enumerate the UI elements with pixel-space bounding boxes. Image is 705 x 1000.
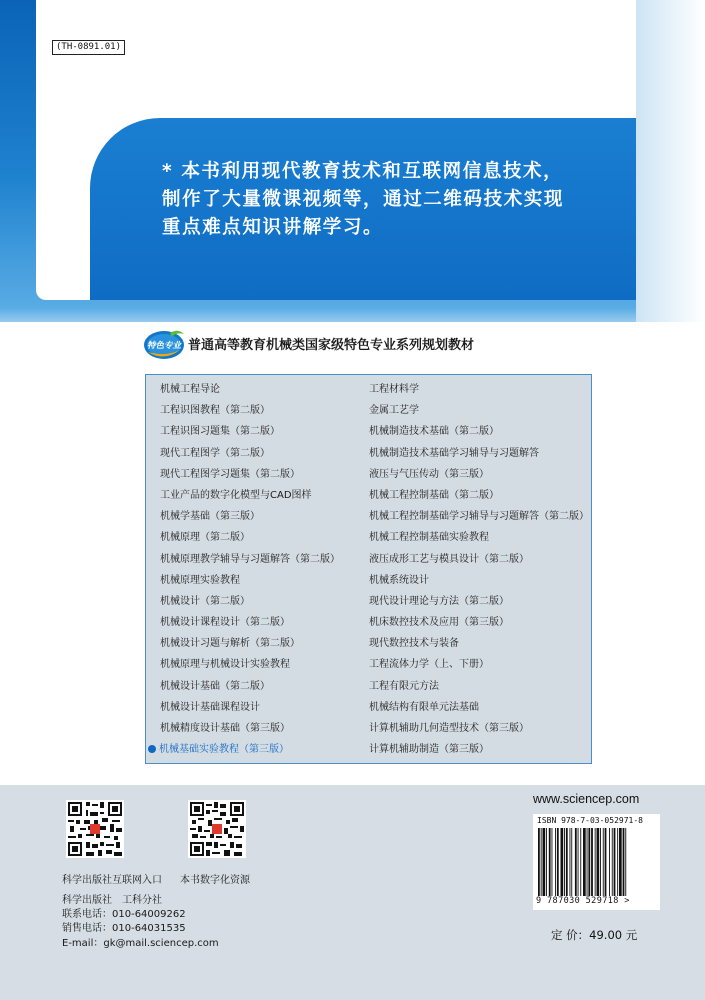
series-title: 普通高等教育机械类国家级特色专业系列规划教材 bbox=[188, 338, 475, 353]
book-code-label: (TH-0891.01) bbox=[52, 40, 125, 55]
publisher-info bbox=[62, 894, 219, 951]
book-title: 现代工程图学（第二版） bbox=[160, 447, 270, 459]
barcode-bar bbox=[543, 828, 546, 896]
book-list-item bbox=[369, 379, 589, 400]
series-badge-text: 特色专业 bbox=[146, 341, 182, 351]
barcode-bar bbox=[552, 828, 553, 896]
qr-label-publisher: 科学出版社互联网入口 bbox=[62, 875, 162, 886]
book-list-item bbox=[160, 591, 340, 612]
publisher-email: E-mail：gk@mail.sciencep.com bbox=[62, 937, 219, 949]
barcode-bar bbox=[564, 828, 565, 896]
book-list-item bbox=[160, 739, 340, 760]
qr-code-icon bbox=[188, 800, 246, 858]
barcode-bar bbox=[555, 828, 556, 896]
book-list-item bbox=[369, 591, 589, 612]
barcode-bar bbox=[603, 828, 604, 896]
barcode-number: 9 787030 529718 > bbox=[536, 896, 630, 906]
barcode-bar bbox=[571, 828, 572, 896]
book-title: 工程有限元方法 bbox=[369, 680, 439, 692]
book-title: 机械设计（第二版） bbox=[160, 595, 250, 607]
book-list-item bbox=[160, 485, 340, 506]
barcode-bar bbox=[625, 828, 626, 896]
book-list-item bbox=[369, 421, 589, 442]
price: 定 价：49.00 元 bbox=[551, 928, 638, 942]
book-title: 机械设计基础课程设计 bbox=[160, 701, 260, 713]
book-list-item bbox=[369, 676, 589, 697]
qr-label-digital-resource: 本书数字化资源 bbox=[180, 875, 250, 886]
book-title: 机械制造技术基础（第二版） bbox=[369, 426, 499, 438]
barcode-bar bbox=[541, 828, 542, 896]
barcode-bars bbox=[538, 828, 655, 896]
book-title: 工程识图习题集（第二版） bbox=[160, 426, 280, 438]
qr-code-digital-resource[interactable] bbox=[188, 800, 246, 858]
isbn-text: ISBN 978-7-03-052971-8 bbox=[537, 816, 643, 825]
bullet-dot-icon bbox=[148, 745, 156, 753]
book-list-item bbox=[160, 654, 340, 675]
book-list-item bbox=[369, 739, 589, 760]
book-title: 液压与气压传动（第三版） bbox=[369, 468, 489, 480]
book-list-item bbox=[160, 379, 340, 400]
barcode-bar bbox=[595, 828, 596, 896]
barcode-bar bbox=[623, 828, 625, 896]
book-list-item bbox=[160, 633, 340, 654]
barcode-bar bbox=[597, 828, 600, 896]
barcode-bar bbox=[619, 828, 622, 896]
book-list-item bbox=[160, 400, 340, 421]
book-list-item bbox=[369, 570, 589, 591]
book-list-item bbox=[369, 697, 589, 718]
book-list-item bbox=[160, 570, 340, 591]
book-title: 机械学基础（第三版） bbox=[160, 511, 260, 523]
qr-code-publisher[interactable] bbox=[66, 800, 124, 858]
barcode-bar bbox=[583, 828, 586, 896]
book-title: 现代工程图学习题集（第二版） bbox=[160, 468, 300, 480]
book-list-item bbox=[369, 718, 589, 739]
book-title: 现代数控技术与装备 bbox=[369, 638, 459, 650]
book-list-item bbox=[160, 443, 340, 464]
barcode-bar bbox=[591, 828, 593, 896]
book-title: 机械设计习题与解析（第二版） bbox=[160, 638, 300, 650]
barcode-bar bbox=[538, 828, 540, 896]
barcode-bar bbox=[557, 828, 559, 896]
qr-code-icon bbox=[66, 800, 124, 858]
book-title: 金属工艺学 bbox=[369, 405, 419, 417]
book-title: 机械工程控制基础实验教程 bbox=[369, 532, 489, 544]
book-title: 现代设计理论与方法（第二版） bbox=[369, 595, 509, 607]
book-title: 机械结构有限单元法基础 bbox=[369, 701, 479, 713]
publisher-sales-phone: 销售电话：010-64031535 bbox=[62, 923, 186, 935]
right-shade bbox=[636, 0, 705, 322]
book-title: 工程流体力学（上、下册） bbox=[369, 659, 489, 671]
book-title: 机械原理实验教程 bbox=[160, 574, 240, 586]
book-list-item bbox=[369, 612, 589, 633]
book-title: 工业产品的数字化模型与CAD图样 bbox=[160, 489, 312, 501]
book-list-item bbox=[160, 718, 340, 739]
book-list-item bbox=[369, 654, 589, 675]
barcode-bar bbox=[546, 828, 547, 896]
book-title: 机械设计基础（第二版） bbox=[160, 680, 270, 692]
book-title: 工程识图教程（第二版） bbox=[160, 405, 270, 417]
book-list-item bbox=[369, 549, 589, 570]
book-list-item bbox=[160, 464, 340, 485]
barcode-bar bbox=[609, 828, 610, 896]
book-list-left-column bbox=[160, 379, 340, 760]
book-list-right-column bbox=[369, 379, 589, 760]
book-title: 机械工程控制基础学习辅导与习题解答（第二版） bbox=[369, 511, 589, 523]
book-title: 机械原理教学辅导与习题解答（第二版） bbox=[160, 553, 340, 565]
barcode-bar bbox=[587, 828, 588, 896]
book-list-item bbox=[369, 400, 589, 421]
book-list-item bbox=[160, 549, 340, 570]
book-list-item bbox=[160, 421, 340, 442]
barcode-bar bbox=[566, 828, 568, 896]
book-list-item bbox=[160, 676, 340, 697]
book-title: 计算机辅助几何造型技术（第三版） bbox=[369, 723, 529, 734]
book-list-item bbox=[369, 506, 589, 527]
publisher-phone: 联系电话：010-64009262 bbox=[62, 909, 186, 921]
barcode-bar bbox=[617, 828, 618, 896]
book-list-item bbox=[369, 633, 589, 654]
barcode-bar bbox=[575, 828, 577, 896]
barcode-bar bbox=[549, 828, 551, 896]
book-title: 机械精度设计基础（第三版） bbox=[160, 723, 290, 734]
book-list-table bbox=[145, 374, 592, 764]
publisher-website[interactable]: www.sciencep.com bbox=[533, 792, 640, 806]
barcode-bar bbox=[612, 828, 613, 896]
book-title: 机械系统设计 bbox=[369, 574, 429, 586]
barcode-bar bbox=[600, 828, 601, 896]
book-title: 机械设计课程设计（第二版） bbox=[160, 617, 290, 629]
book-title: 机械工程导论 bbox=[160, 384, 220, 395]
publisher-name: 科学出版社 工科分社 bbox=[62, 895, 162, 906]
book-list-item bbox=[160, 506, 340, 527]
book-title: 计算机辅助制造（第三版） bbox=[369, 744, 489, 756]
barcode-bar bbox=[580, 828, 581, 896]
series-badge-logo bbox=[142, 326, 186, 362]
book-list-item bbox=[369, 464, 589, 485]
barcode-bar bbox=[605, 828, 607, 896]
book-title: 机械工程控制基础（第二版） bbox=[369, 489, 499, 501]
book-title: 机械基础实验教程（第三版） bbox=[159, 744, 289, 756]
book-title: 液压成形工艺与模具设计（第二版） bbox=[369, 553, 529, 565]
barcode-bar bbox=[614, 828, 616, 896]
book-list-item bbox=[369, 485, 589, 506]
book-title: 工程材料学 bbox=[369, 384, 419, 395]
book-title: 机械制造技术基础学习辅导与习题解答 bbox=[369, 447, 539, 459]
book-list-item bbox=[160, 527, 340, 548]
barcode-bar bbox=[588, 828, 590, 896]
book-title: 机床数控技术及应用（第三版） bbox=[369, 617, 509, 629]
book-title: 机械原理与机械设计实验教程 bbox=[160, 659, 290, 671]
book-list-item bbox=[369, 443, 589, 464]
book-list-item bbox=[369, 527, 589, 548]
barcode-bar bbox=[561, 828, 564, 896]
slogan-text: * 本书利用现代教育技术和互联网信息技术，制作了大量微课视频等，通过二维码技术实现重点难点知识讲解学习。 bbox=[162, 161, 565, 238]
book-list-item bbox=[160, 612, 340, 633]
barcode-bar bbox=[570, 828, 571, 896]
barcode-bar bbox=[578, 828, 579, 896]
book-title: 机械原理（第二版） bbox=[160, 532, 250, 544]
book-list-item bbox=[160, 697, 340, 718]
isbn-barcode bbox=[533, 814, 660, 910]
